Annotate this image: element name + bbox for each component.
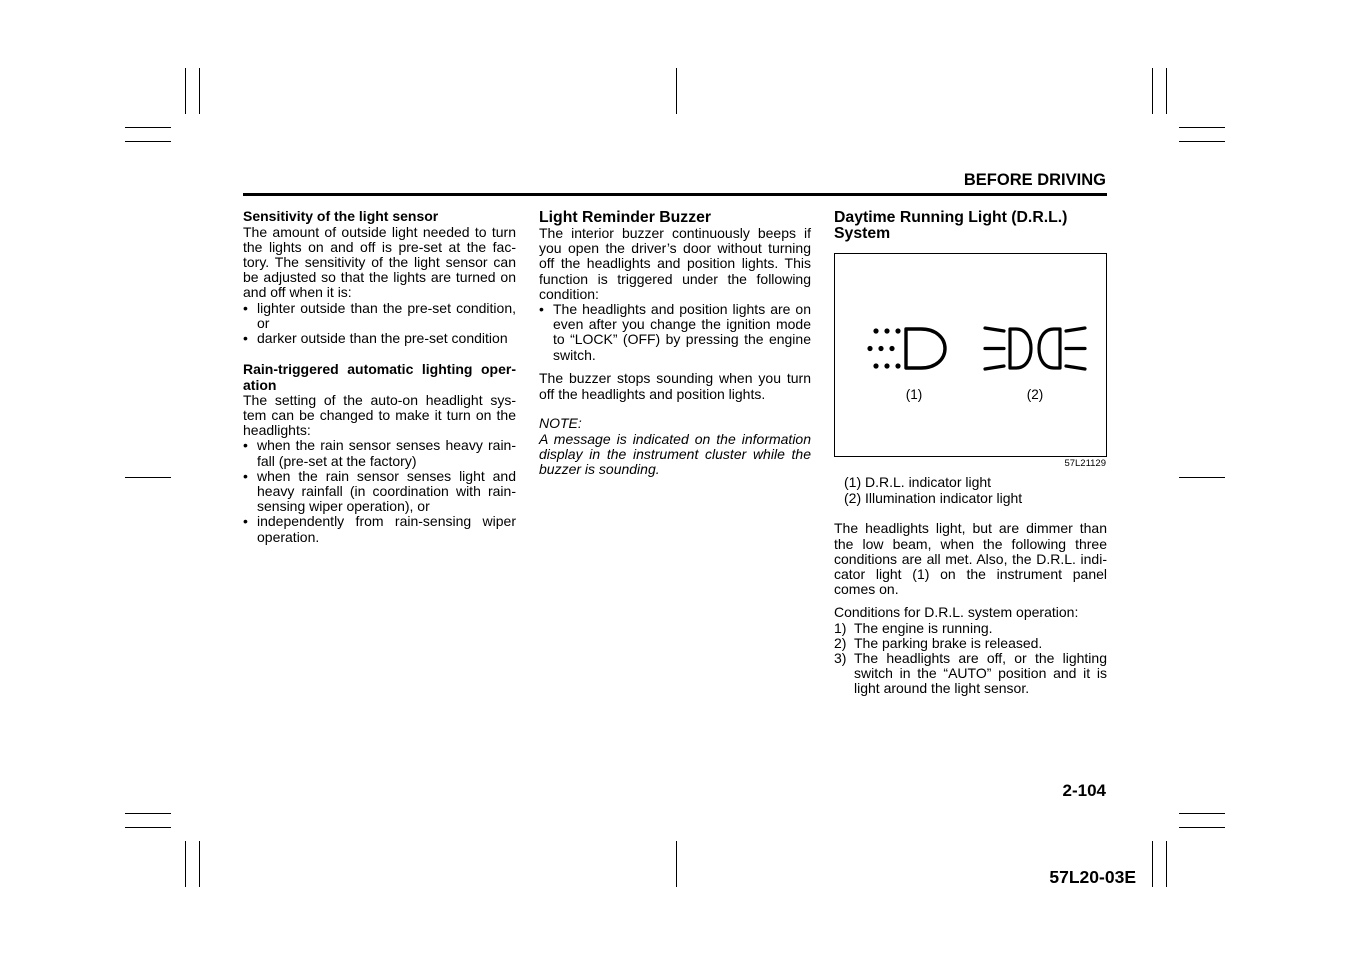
text-line: The engine is running. <box>854 619 993 636</box>
caption-line: (2) Illumination indicator light <box>844 489 1023 506</box>
section-heading: Light Reminder Buzzer <box>539 209 712 226</box>
text-line: heavy rainfall (in coordination with rain- <box>257 483 516 500</box>
figure-code: 57L21129 <box>1064 457 1106 469</box>
text-line: or <box>257 314 270 331</box>
drl-conditions <box>834 605 1107 696</box>
text-line: off the headlights and position lights. This <box>539 255 811 272</box>
crop-mark-horizontal <box>125 127 171 128</box>
figure-label-2: (2) <box>1026 386 1044 402</box>
bullet-marker: • <box>243 437 248 454</box>
crop-mark-vertical <box>1166 841 1167 887</box>
section-title: BEFORE DRIVING <box>963 171 1106 189</box>
text-line: you open the driver’s door without turning <box>539 240 811 257</box>
crop-mark-vertical <box>1152 841 1153 887</box>
header-rule <box>243 193 1107 196</box>
figure-captions <box>844 475 1107 505</box>
text-line: The interior buzzer continuously beeps if <box>539 225 811 241</box>
bullet-item <box>243 438 516 468</box>
bullet-marker: • <box>243 513 248 530</box>
list-number: 3) <box>834 650 847 666</box>
numbered-item <box>834 636 1107 651</box>
text-line: independently from rain-sensing wiper <box>257 513 516 530</box>
crop-mark-vertical <box>185 841 186 887</box>
crop-mark-horizontal <box>125 477 171 478</box>
text-line: condition: <box>539 285 599 302</box>
text-line: sensing wiper operation), or <box>257 498 430 515</box>
note-block <box>539 416 811 477</box>
page-number: 2-104 <box>1062 781 1106 800</box>
indicator-figure <box>834 253 1107 457</box>
text-line: and off when it is: <box>243 284 352 301</box>
bullet-marker: • <box>539 301 544 318</box>
text-line: the low beam, when the following three <box>834 535 1107 552</box>
crop-mark-vertical <box>199 841 200 887</box>
text-line: tory. The sensitivity of the light sensor can <box>243 254 516 270</box>
numbered-item <box>834 651 1107 697</box>
text-line: switch in the “AUTO” position and it is <box>854 665 1107 682</box>
text-line: cator light (1) on the instrument panel <box>834 566 1107 582</box>
text-line: be adjusted so that the lights are turned on <box>243 269 516 286</box>
text-line: light around the light sensor. <box>854 680 1030 697</box>
crop-mark-vertical <box>199 68 200 114</box>
text-line: The headlights and position lights are on <box>553 301 811 318</box>
buzzer-paragraph <box>539 371 811 401</box>
drl-heading-block <box>834 210 1107 242</box>
drl-indicator-icon <box>867 328 945 368</box>
text-line: operation. <box>257 528 320 545</box>
text-line: off the headlights and position lights. <box>539 385 766 402</box>
text-line: tem can be changed to make it turn on the <box>243 407 516 423</box>
indicator-figure-art <box>835 254 1106 456</box>
text-line: The amount of outside light needed to turn <box>243 223 516 240</box>
section-heading: Daytime Running Light (D.R.L.) <box>834 209 1068 226</box>
text-line: The headlights light, but are dimmer than <box>834 520 1107 537</box>
text-line: conditions are all met. Also, the D.R.L. indi- <box>834 550 1107 567</box>
crop-mark-horizontal <box>125 141 171 142</box>
text-line: the lights on and off is pre-set at the fac- <box>243 238 516 255</box>
crop-mark-horizontal <box>1179 827 1225 828</box>
text-line: when the rain sensor senses heavy rain- <box>257 437 516 454</box>
illumination-indicator-icon <box>985 328 1085 369</box>
text-line: headlights: <box>243 422 311 439</box>
text-line: comes on. <box>834 581 899 598</box>
rain-section <box>243 362 516 544</box>
text-line: A message is indicated on the information <box>539 430 811 447</box>
sensitivity-section <box>243 209 516 346</box>
text-line: darker outside than the pre-set condition <box>257 330 508 347</box>
list-number: 2) <box>834 634 847 651</box>
section-heading: Sensitivity of the light sensor <box>243 208 439 225</box>
text-line: fall (pre-set at the factory) <box>257 452 417 469</box>
crop-mark-vertical <box>1166 68 1167 114</box>
crop-mark-horizontal <box>125 813 171 814</box>
text-line: buzzer is sounding. <box>539 461 660 477</box>
text-line: The setting of the auto-on headlight sys- <box>243 391 516 408</box>
text-line: switch. <box>553 346 596 363</box>
crop-mark-vertical <box>1152 68 1153 114</box>
conditions-intro: Conditions for D.R.L. system operation: <box>834 604 1079 621</box>
bullet-item <box>243 301 516 331</box>
crop-mark-horizontal <box>1179 813 1225 814</box>
manual-code: 57L20-03E <box>1049 867 1136 887</box>
buzzer-section <box>539 210 811 363</box>
crop-mark-horizontal <box>1179 141 1225 142</box>
drl-paragraph <box>834 521 1107 597</box>
text-line: when the rain sensor senses light and <box>257 467 516 484</box>
bullet-item <box>243 331 516 346</box>
text-line: display in the instrument cluster while the <box>539 445 811 462</box>
list-number: 1) <box>834 619 847 636</box>
section-heading: Rain-triggered automatic lighting oper- <box>243 361 516 378</box>
bullet-marker: • <box>243 330 248 347</box>
bullet-marker: • <box>243 299 248 316</box>
text-line: The buzzer stops sounding when you turn <box>539 370 811 387</box>
note-label: NOTE: <box>539 415 582 432</box>
bullet-marker: • <box>243 467 248 484</box>
crop-mark-horizontal <box>1179 127 1225 128</box>
numbered-item <box>834 621 1107 636</box>
crop-mark-horizontal <box>125 827 171 828</box>
crop-mark-vertical <box>676 841 677 887</box>
text-line: lighter outside than the pre-set condition, <box>257 299 516 316</box>
bullet-item <box>243 514 516 544</box>
text-line: to “LOCK” (OFF) by pressing the engine <box>553 331 811 348</box>
text-line: The headlights are off, or the lighting <box>854 650 1107 666</box>
text-line: The parking brake is released. <box>854 634 1043 651</box>
crop-mark-horizontal <box>1179 477 1225 478</box>
figure-label-1: (1) <box>905 386 923 402</box>
crop-mark-vertical <box>185 68 186 114</box>
bullet-item <box>243 469 516 515</box>
section-heading: ation <box>243 376 277 393</box>
caption-line: (1) D.R.L. indicator light <box>844 474 992 491</box>
section-heading: System <box>834 225 891 242</box>
text-line: function is triggered under the following <box>539 270 811 287</box>
bullet-item <box>539 302 811 363</box>
text-line: even after you change the ignition mode <box>553 316 811 333</box>
crop-mark-vertical <box>676 68 677 114</box>
